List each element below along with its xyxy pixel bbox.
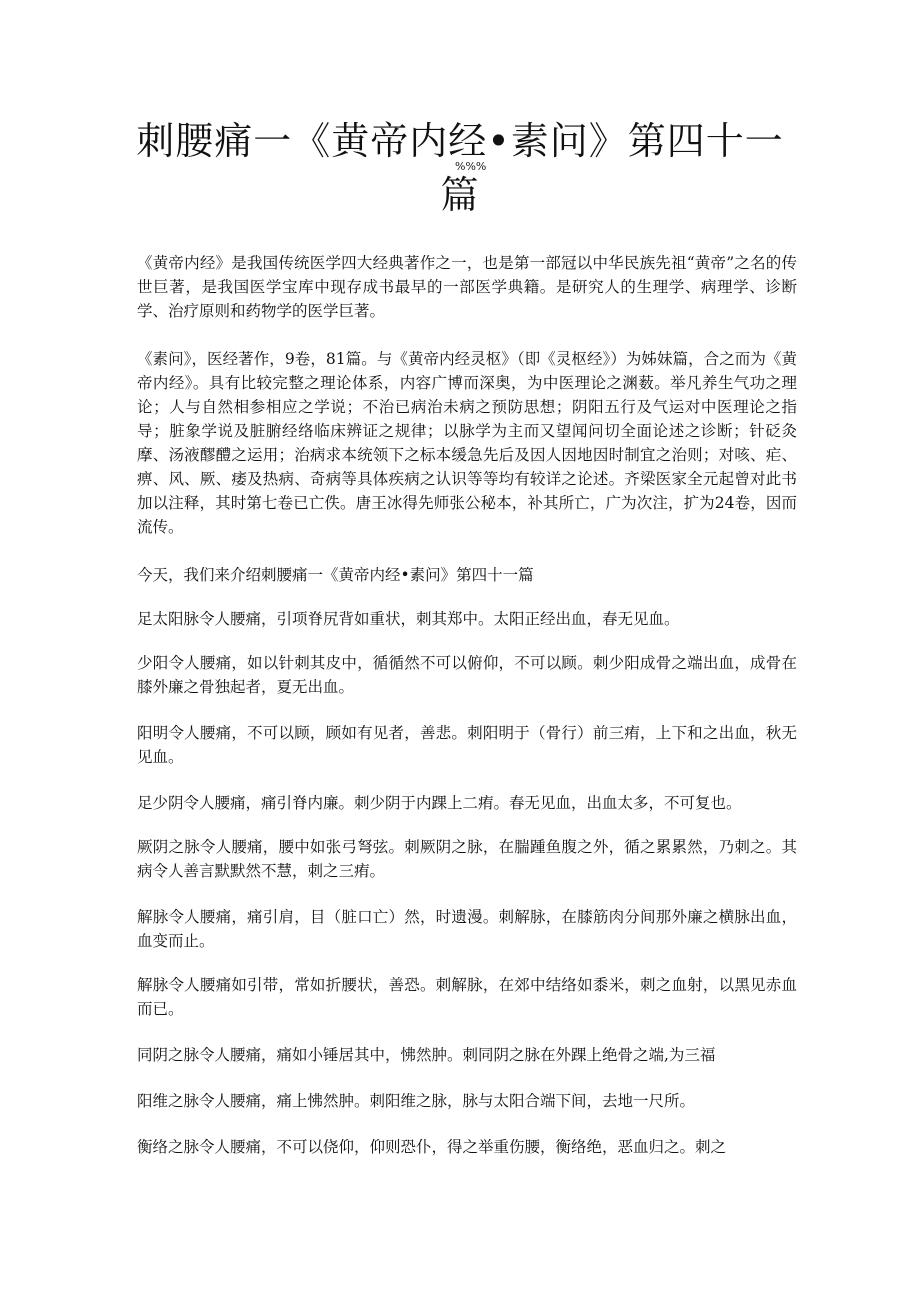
title-line-2: 篇 bbox=[440, 173, 480, 217]
paragraph-item: 少阳令人腰痛，如以针刺其皮中，循循然不可以俯仰，不可以顾。刺少阳成骨之端出血，成骨在膝外廉之骨独起者，夏无出血。 bbox=[137, 654, 797, 696]
title-line-1: 刺腰痛一《黄帝内经•素问》第四十一 bbox=[136, 119, 784, 163]
paragraph-item: 同阴之脉令人腰痛，痛如小锤居其中，怫然肿。刺同阴之脉在外踝上绝骨之端,为三福 bbox=[137, 1046, 716, 1064]
paragraph-item: 厥阴之脉令人腰痛，腰中如张弓弩弦。刺厥阴之脉，在腨踵鱼腹之外，循之累累然，乃刺之。其病令人善言默默然不慧，刺之三痏。 bbox=[137, 838, 797, 880]
paragraph-item: 解脉令人腰痛如引带，常如折腰状，善恐。刺解脉，在郊中结络如黍米，刺之血射，以黑见赤血而已。 bbox=[137, 976, 797, 1018]
paragraph-item: 足少阴令人腰痛，痛引脊内廉。刺少阴于内踝上二痏。春无见血，出血太多，不可复也。 bbox=[137, 794, 742, 812]
paragraph-item: 阳维之脉令人腰痛，痛上怫然肿。刺阳维之脉，脉与太阳合端下间，去地一尺所。 bbox=[137, 1092, 696, 1110]
paragraph-item: 足太阳脉令人腰痛，引项脊尻背如重状，刺其郑中。太阳正经出血，春无见血。 bbox=[137, 610, 680, 628]
paragraph-item: 衡络之脉令人腰痛，不可以侥仰，仰则恐仆，得之举重伤腰，衡络绝，恶血归之。刺之 bbox=[137, 1138, 727, 1156]
paragraph-item: 解脉令人腰痛，痛引肩，目（脏口亡）然，时遗漫。刺解脉，在膝筋肉分间那外廉之横脉出血，血变而止。 bbox=[137, 908, 797, 950]
paragraph-suwen: 《素问》，医经著作，9卷，81篇。与《黄帝内经灵枢》（即《灵枢经》）为姊妹篇，合之而为《黄帝内经》。具有比较完整之理论体系，内容广博而深奥，为中医理论之渊薮。举凡养生气功之理论；人与自然相参相应之学说；不治已病治未病之预防思想；阴阳五行及气运对中医理论之指导；脏象学说及脏腑经络临床辨证之规律；以脉学为主而又望闻问切全面论述之诊断；针砭灸摩、汤液醪醴之运用；治病求本统领下之标本缓急先后及因人因地因时制宜之治则；对咳、疟、痹、风、厥、痿及热病、奇病等具体疾病之认识等等均有较详之论述。齐梁医家全元起曾对此书加以注释，其时第七卷已亡佚。唐王冰得先师张公秘本，补其所亡，广为次注，扩为24卷，因而流传。 bbox=[137, 350, 797, 536]
paragraph-today: 今天，我们来介绍刺腰痛一《黄帝内经•素问》第四十一篇 bbox=[137, 566, 534, 584]
paragraph-intro: 《黄帝内经》是我国传统医学四大经典著作之一，也是第一部冠以中华民族先祖“黄帝”之名的传世巨著，是我国医学宝库中现存成书最早的一部医学典籍。是研究人的生理学、病理学、诊断学、治疗原则和药物学的医学巨著。 bbox=[137, 254, 797, 320]
title-mark: %%% bbox=[455, 160, 487, 173]
paragraph-item: 阳明令人腰痛，不可以顾，顾如有见者，善悲。刺阳明于（骨行）前三痏，上下和之出血，秋无见血。 bbox=[137, 724, 797, 766]
